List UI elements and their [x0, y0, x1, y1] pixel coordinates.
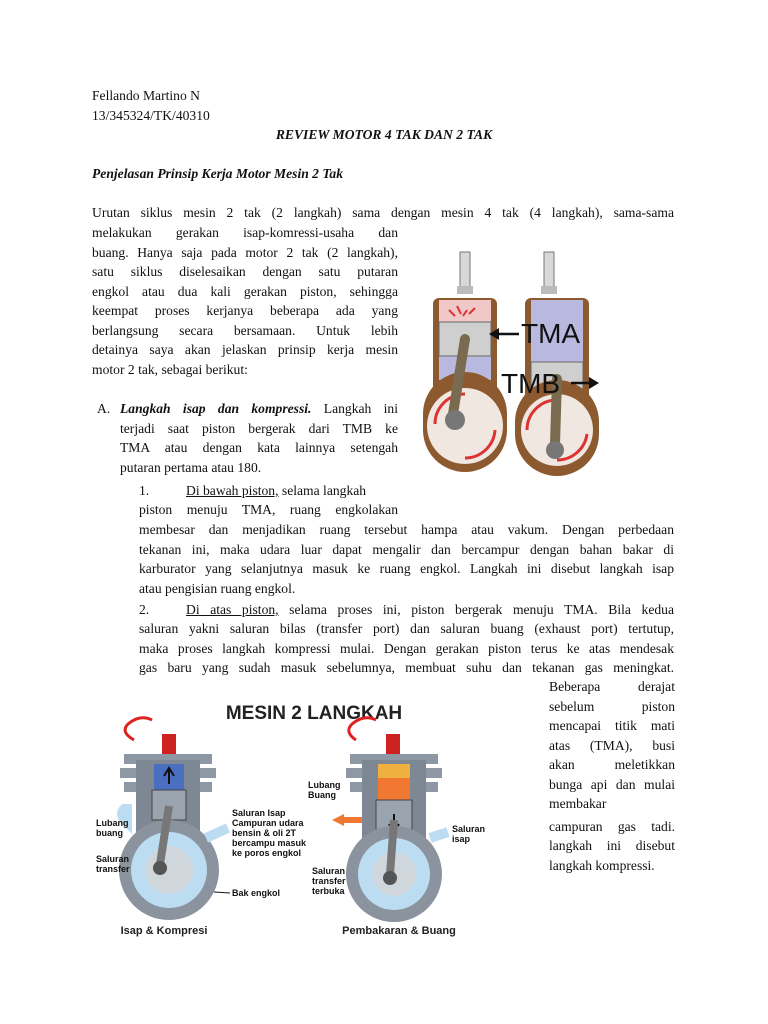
- item-a-first-line: [120, 399, 398, 419]
- left-cylinder: [423, 252, 507, 472]
- intro-line: satu siklus diselesaikan dengan satu putaran: [92, 264, 398, 279]
- author-name: Fellando Martino N: [92, 88, 200, 103]
- sub2-side-line: atas (TMA), busi: [549, 737, 675, 753]
- right-saluran-transfer-label: Saluran transfer terbuka: [312, 866, 346, 896]
- left-bak-engkol-label: Bak engkol: [232, 888, 281, 898]
- left-saluran-transfer-label: Saluran transfer: [96, 854, 130, 874]
- sub2-side-line: akan meletikkan: [549, 757, 675, 772]
- intro-paragraph: [92, 223, 398, 379]
- sub1-line: tekanan ini, maka udara luar dapat mengalir dan bercampur dengan bahan bakar di: [139, 541, 674, 557]
- sub1-body: [139, 520, 674, 598]
- author-id: 13/345324/TK/40310: [92, 108, 210, 123]
- sub2-body: [139, 619, 674, 678]
- sub2-underlined: Di atas piston,: [186, 602, 279, 617]
- tma-label: TMA: [521, 318, 581, 349]
- sub1-underlined: Di bawah piston,: [186, 483, 279, 498]
- sub1-number: 1.: [139, 483, 150, 498]
- sub2-side-text: [549, 677, 675, 875]
- item-a-first-rest: Langkah ini: [323, 401, 398, 416]
- sub2-line: maka proses langkah kompressi mulai. Dengan gerakan piston terus ke atas mendesak: [139, 640, 674, 656]
- item-a-line: putaran pertama atau 180.: [120, 459, 262, 475]
- sub2-first-rest: selama proses ini, piston bergerak menuju TMA. Bila kedua: [278, 602, 674, 617]
- sub2-side-line: membakar: [549, 796, 607, 811]
- intro-line: buang. Hanya saja pada motor 2 tak (2 langkah),: [92, 244, 398, 260]
- section-heading: Penjelasan Prinsip Kerja Motor Mesin 2 Tak: [92, 166, 344, 181]
- sub2-line: gas baru yang sudah masuk sebelumnya, membuat suhu dan tekanan gas meningkat.: [139, 660, 674, 675]
- figure2-title: MESIN 2 LANGKAH: [225, 703, 403, 724]
- right-caption: Pembakaran & Buang: [342, 925, 456, 937]
- right-saluran-isap-label: Saluran isap: [452, 824, 486, 844]
- item-a-marker: A.: [97, 401, 111, 416]
- intro-line: engkol atau dua kali gerakan piston, sehingga: [92, 283, 398, 299]
- sub2-side-line: sebelum piston: [549, 698, 675, 714]
- sub1-first-line: [186, 481, 398, 501]
- sub1-line: karburator yang selanjutnya masuk ke ruang engkol. Langkah ini disebut langkah isap: [139, 561, 674, 576]
- sub2-side-line: bunga api dan mulai: [549, 776, 675, 792]
- intro-line: keempat proses kerjanya beberapa ada yang: [92, 303, 398, 318]
- sub1-line-2: piston menuju TMA, ruang engkolakan: [139, 502, 398, 517]
- sub1-line: membesar dan menjadikan ruang tersebut hampa atau vakum. Dengan perbedaan: [139, 522, 674, 537]
- item-a: [120, 399, 398, 477]
- sub1-first-rest: selama langkah: [278, 483, 367, 498]
- intro-line-1: Urutan siklus mesin 2 tak (2 langkah) sama dengan mesin 4 tak (4 langkah), sama-sama: [92, 205, 674, 220]
- right-lubang-buang-label: Lubang Buang: [308, 780, 341, 800]
- intro-line: detainya saya akan jelaskan prinsip kerja mesin: [92, 342, 398, 357]
- intro-line: motor 2 tak, sebagai berikut:: [92, 361, 248, 377]
- sub2-side-line: campuran gas tadi.: [549, 818, 675, 834]
- left-caption: Isap & Kompresi: [120, 925, 208, 937]
- sub2-number: 2.: [139, 602, 150, 617]
- intro-line: melakukan gerakan isap-komressi-usaha dan: [92, 225, 398, 240]
- sub2-side-line: mencapai titik mati: [549, 718, 675, 733]
- left-lubang-buang-label: Lubang buang: [96, 818, 129, 838]
- sub2-side-line: langkah kompressi.: [549, 857, 655, 873]
- sub1-line: atau pengisian ruang engkol.: [139, 580, 296, 596]
- sub2-first-line: [186, 600, 674, 620]
- document-title: REVIEW MOTOR 4 TAK DAN 2 TAK: [275, 127, 493, 142]
- piston-tma-tmb-figure: [415, 244, 605, 484]
- item-a-heading: Langkah isap dan kompressi.: [120, 401, 312, 416]
- sub2-line: saluran yakni saluran bilas (transfer port) dan saluran buang (exhaust port) tertutup,: [139, 621, 674, 636]
- item-a-line: terjadi saat piston bergerak dari TMB ke: [120, 420, 398, 436]
- intro-line: berlangsung secara bersamaan. Untuk lebih: [92, 322, 398, 338]
- tmb-label: TMB: [501, 368, 561, 399]
- sub2-side-line: Beberapa derajat: [549, 679, 675, 694]
- sub2-side-line: langkah ini disebut: [549, 838, 675, 853]
- left-saluran-isap-label: Saluran Isap Campuran udara bensin & oli 2T bercampu masuk ke poros engkol: [232, 808, 307, 858]
- right-cylinder: [515, 252, 599, 476]
- two-stroke-engine-figure: [94, 688, 534, 968]
- item-a-line: TMA atau dengan kata lainnya setengah: [120, 440, 398, 455]
